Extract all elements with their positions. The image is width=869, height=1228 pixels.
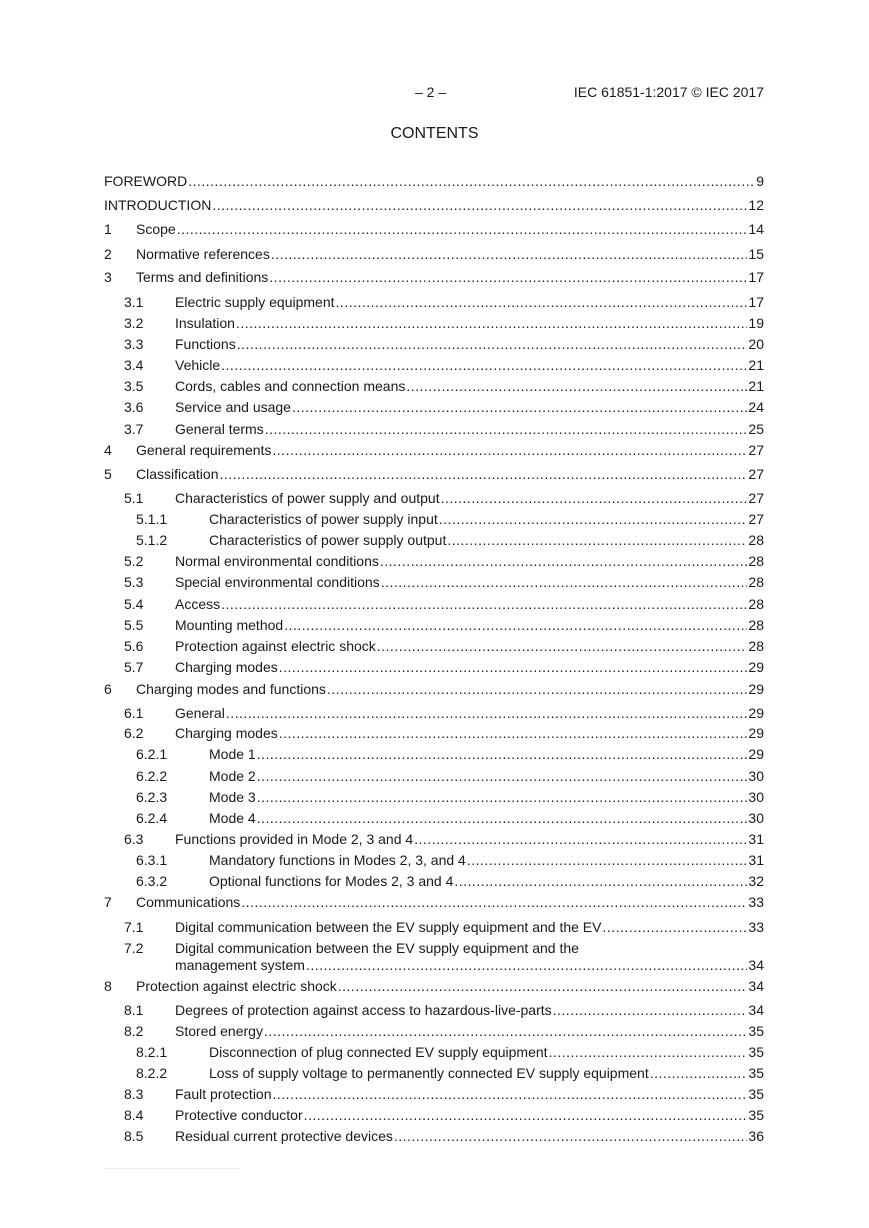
toc-page: 36 — [748, 1128, 764, 1144]
toc-label: Service and usage — [175, 399, 291, 415]
toc-entry-8-2[interactable] — [124, 1023, 764, 1040]
leader-dots — [327, 681, 748, 698]
toc-label: Degrees of protection against access to hazardous-live-parts — [175, 1002, 552, 1018]
toc-entry-5-7[interactable] — [124, 659, 764, 676]
toc-label: Insulation — [175, 315, 235, 331]
leader-dots — [257, 810, 748, 827]
toc-page: 28 — [748, 532, 764, 548]
toc-label: Functions — [175, 336, 236, 352]
toc-entry-3-4[interactable] — [124, 357, 764, 374]
toc-entry-5-6[interactable] — [124, 638, 764, 655]
toc-number: 6.1 — [124, 705, 144, 721]
leader-dots — [237, 336, 748, 353]
toc-page: 31 — [748, 852, 764, 868]
toc-label: Vehicle — [175, 357, 221, 373]
toc-label-continued: management system — [175, 957, 305, 973]
toc-label: FOREWORD — [104, 173, 188, 189]
toc-entry-8-4[interactable] — [124, 1107, 764, 1124]
toc-page: 27 — [748, 466, 764, 482]
toc-label: Special environmental conditions — [175, 574, 380, 590]
toc-number: 7.1 — [124, 919, 144, 935]
leader-dots — [221, 596, 747, 613]
leader-dots — [269, 269, 747, 286]
leader-dots — [284, 617, 747, 634]
toc-entry-6-3-1[interactable] — [136, 852, 764, 869]
toc-page: 30 — [748, 789, 764, 805]
toc-entry-6-2-4[interactable] — [136, 810, 764, 827]
toc-entry-foreword[interactable] — [104, 173, 764, 190]
leader-dots — [602, 919, 747, 936]
leader-dots — [447, 532, 747, 549]
toc-label: Functions provided in Mode 2, 3 and 4 — [175, 831, 414, 847]
leader-dots — [553, 1002, 748, 1019]
toc-page: 29 — [748, 746, 764, 762]
toc-page: 34 — [748, 978, 764, 994]
toc-number: 6 — [104, 681, 112, 697]
toc-page: 30 — [748, 810, 764, 826]
toc-number: 8.2.2 — [136, 1065, 168, 1081]
toc-page: 27 — [748, 511, 764, 527]
toc-page: 15 — [748, 246, 764, 262]
toc-entry-3-1[interactable] — [124, 294, 764, 311]
toc-page: 24 — [748, 399, 764, 415]
toc-page: 33 — [748, 919, 764, 935]
toc-label: Protective conductor — [175, 1107, 303, 1123]
toc-number: 5.1.2 — [136, 532, 168, 548]
leader-dots — [257, 789, 748, 806]
toc-number: 2 — [104, 246, 112, 262]
leader-dots — [650, 1065, 748, 1082]
toc-label: INTRODUCTION — [104, 197, 212, 213]
toc-label: Normal environmental conditions — [175, 553, 379, 569]
toc-number: 6.2.1 — [136, 746, 168, 762]
leader-dots — [380, 553, 748, 570]
toc-page: 28 — [748, 596, 764, 612]
leader-dots — [338, 978, 748, 995]
page-number: – 2 – — [415, 84, 447, 100]
toc-number: 8.3 — [124, 1086, 144, 1102]
toc-label: Mandatory functions in Modes 2, 3, and 4 — [209, 852, 466, 868]
toc-label: Access — [175, 596, 221, 612]
toc-entry-5-5[interactable] — [124, 617, 764, 634]
toc-number: 3.1 — [124, 294, 144, 310]
toc-entry-8-2-2[interactable] — [136, 1065, 764, 1082]
leader-dots — [265, 421, 748, 438]
leader-dots — [306, 957, 747, 974]
toc-label: Digital communication between the EV supply equipment and the EV — [175, 919, 602, 935]
toc-page: 35 — [748, 1023, 764, 1039]
toc-entry-6-2-3[interactable] — [136, 789, 764, 806]
toc-entry-6-1[interactable] — [124, 705, 764, 722]
leader-dots — [454, 873, 747, 890]
toc-page: 14 — [748, 221, 764, 237]
toc-page: 19 — [748, 315, 764, 331]
leader-dots — [279, 659, 748, 676]
toc-entry-5[interactable] — [104, 466, 764, 483]
toc-label: Charging modes — [175, 659, 278, 675]
leader-dots — [212, 197, 747, 214]
toc-number: 8.2 — [124, 1023, 144, 1039]
toc-label: Charging modes — [175, 725, 278, 741]
toc-label: Protection against electric shock — [136, 978, 337, 994]
leader-dots — [336, 294, 748, 311]
toc-page: 12 — [748, 197, 764, 213]
leader-dots — [406, 378, 747, 395]
toc-number: 7.2 — [124, 940, 144, 956]
toc-entry-3-3[interactable] — [124, 336, 764, 353]
toc-number: 5.1 — [124, 490, 144, 506]
leader-dots — [257, 746, 748, 763]
toc-number: 3.5 — [124, 378, 144, 394]
toc-number: 6.2.2 — [136, 768, 168, 784]
toc-label: Residual current protective devices — [175, 1128, 393, 1144]
toc-number: 3.2 — [124, 315, 144, 331]
toc-label: Protection against electric shock — [175, 638, 376, 654]
leader-dots — [226, 705, 748, 722]
toc-label: Characteristics of power supply input — [209, 511, 438, 527]
leader-dots — [271, 246, 748, 263]
toc-label: Communications — [136, 894, 241, 910]
toc-number: 7 — [104, 894, 112, 910]
toc-page: 33 — [748, 894, 764, 910]
toc-entry-6-3[interactable] — [124, 831, 764, 848]
toc-label: General — [175, 705, 225, 721]
leader-dots — [188, 173, 755, 190]
toc-number: 5.7 — [124, 659, 144, 675]
toc-entry-6-2[interactable] — [124, 725, 764, 742]
toc-entry-7-1[interactable] — [124, 919, 764, 936]
toc-number: 3.7 — [124, 421, 144, 437]
toc-number: 8.4 — [124, 1107, 144, 1123]
toc-page: 30 — [748, 768, 764, 784]
standard-reference: IEC 61851-1:2017 © IEC 2017 — [573, 84, 764, 100]
toc-label: Mode 2 — [209, 768, 256, 784]
toc-entry-7[interactable] — [104, 894, 764, 911]
leader-dots — [272, 442, 747, 459]
toc-page: 35 — [748, 1065, 764, 1081]
leader-dots — [221, 357, 747, 374]
toc-label: Stored energy — [175, 1023, 263, 1039]
leader-dots — [414, 831, 747, 848]
leader-dots — [304, 1107, 748, 1124]
toc-entry-3-7[interactable] — [124, 421, 764, 438]
toc-label: Cords, cables and connection means — [175, 378, 406, 394]
toc-entry-5-1-1[interactable] — [136, 511, 764, 528]
toc-page: 35 — [748, 1044, 764, 1060]
toc-label: Mode 1 — [209, 746, 256, 762]
toc-page: 17 — [748, 294, 764, 310]
toc-number: 5.6 — [124, 638, 144, 654]
toc-number: 3.4 — [124, 357, 144, 373]
toc-number: 6.3.2 — [136, 873, 168, 889]
toc-entry-5-1[interactable] — [124, 490, 764, 507]
toc-entry-2[interactable] — [104, 246, 764, 263]
toc-page: 20 — [748, 336, 764, 352]
leader-dots — [257, 768, 748, 785]
toc-entry-8[interactable] — [104, 978, 764, 995]
toc-page: 34 — [748, 1002, 764, 1018]
toc-number: 5.4 — [124, 596, 144, 612]
toc-entry-3-6[interactable] — [124, 399, 764, 416]
toc-entry-6-3-2[interactable] — [136, 873, 764, 890]
toc-page: 35 — [748, 1107, 764, 1123]
toc-number: 4 — [104, 442, 112, 458]
toc-page: 17 — [748, 269, 764, 285]
toc-number: 5.3 — [124, 574, 144, 590]
toc-page: 28 — [748, 617, 764, 633]
toc-number: 5.5 — [124, 617, 144, 633]
toc-entry-5-1-2[interactable] — [136, 532, 764, 549]
toc-entry-6-2-2[interactable] — [136, 768, 764, 785]
toc-entry-6-2-1[interactable] — [136, 746, 764, 763]
toc-label: Characteristics of power supply output — [209, 532, 447, 548]
leader-dots — [241, 894, 747, 911]
leader-dots — [394, 1128, 748, 1145]
leader-dots — [377, 638, 748, 655]
toc-number: 5.2 — [124, 553, 144, 569]
toc-label: Digital communication between the EV supply equipment and the — [175, 940, 579, 956]
toc-page: 29 — [748, 725, 764, 741]
toc-page: 28 — [748, 574, 764, 590]
toc-label: Optional functions for Modes 2, 3 and 4 — [209, 873, 454, 889]
toc-entry-5-4[interactable] — [124, 596, 764, 613]
toc-page: 21 — [748, 357, 764, 373]
toc-page: 21 — [748, 378, 764, 394]
toc-entry-3-5[interactable] — [124, 378, 764, 395]
toc-entry-8-2-1[interactable] — [136, 1044, 764, 1061]
toc-label: Scope — [136, 221, 176, 237]
toc-label: Terms and definitions — [136, 269, 269, 285]
leader-dots — [177, 221, 748, 238]
toc-number: 5.1.1 — [136, 511, 168, 527]
toc-entry-7-2[interactable] — [124, 940, 764, 974]
toc-number: 5 — [104, 466, 112, 482]
toc-page: 31 — [748, 831, 764, 847]
toc-entry-3-2[interactable] — [124, 315, 764, 332]
toc-page: 32 — [748, 873, 764, 889]
leader-dots — [219, 466, 747, 483]
leader-dots — [236, 315, 747, 332]
toc-page: 35 — [748, 1086, 764, 1102]
toc-number: 1 — [104, 221, 112, 237]
toc-label: Mounting method — [175, 617, 284, 633]
leader-dots — [441, 490, 748, 507]
leader-dots — [549, 1044, 748, 1061]
toc-entry-8-5[interactable] — [124, 1128, 764, 1145]
toc-page: 29 — [748, 681, 764, 697]
toc-number: 8.1 — [124, 1002, 144, 1018]
page-title: CONTENTS — [390, 125, 479, 142]
toc-number: 6.3 — [124, 831, 144, 847]
toc-page: 27 — [748, 490, 764, 506]
toc-entry-1[interactable] — [104, 221, 764, 238]
toc-page: 28 — [748, 553, 764, 569]
toc-label: Mode 4 — [209, 810, 256, 826]
leader-dots — [264, 1023, 747, 1040]
toc-number: 8.2.1 — [136, 1044, 168, 1060]
toc-number: 6.3.1 — [136, 852, 168, 868]
footer-watermark — [104, 1168, 239, 1172]
toc-label: General terms — [175, 421, 264, 437]
leader-dots — [279, 725, 748, 742]
toc-number: 3.3 — [124, 336, 144, 352]
leader-dots — [439, 511, 748, 528]
toc-label: Fault protection — [175, 1086, 272, 1102]
leader-dots — [467, 852, 748, 869]
leader-dots — [381, 574, 748, 591]
toc-page: 27 — [748, 442, 764, 458]
toc-page: 29 — [748, 659, 764, 675]
toc-entry-4[interactable] — [104, 442, 764, 459]
toc-number: 8 — [104, 978, 112, 994]
toc-page: 34 — [748, 957, 764, 973]
toc-number: 6.2.3 — [136, 789, 168, 805]
toc-page: 28 — [748, 638, 764, 654]
toc-number: 3.6 — [124, 399, 144, 415]
toc-entry-5-2[interactable] — [124, 553, 764, 570]
toc-label: Loss of supply voltage to permanently connected EV supply equipment — [209, 1065, 649, 1081]
toc-number: 8.5 — [124, 1128, 144, 1144]
toc-page: 25 — [748, 421, 764, 437]
toc-entry-8-3[interactable] — [124, 1086, 764, 1103]
toc-label: General requirements — [136, 442, 272, 458]
toc-entry-3[interactable] — [104, 269, 764, 286]
toc-entry-8-1[interactable] — [124, 1002, 764, 1019]
toc-label: Electric supply equipment — [175, 294, 335, 310]
toc-entry-6[interactable] — [104, 681, 764, 698]
toc-label: Normative references — [136, 246, 270, 262]
toc-label: Charging modes and functions — [136, 681, 326, 697]
toc-label: Mode 3 — [209, 789, 256, 805]
toc-number: 6.2 — [124, 725, 144, 741]
toc-entry-introduction[interactable] — [104, 197, 764, 214]
toc-number: 6.2.4 — [136, 810, 168, 826]
toc-label: Classification — [136, 466, 219, 482]
toc-page: 29 — [748, 705, 764, 721]
toc-label: Disconnection of plug connected EV supply equipment — [209, 1044, 548, 1060]
toc-label: Characteristics of power supply and output — [175, 490, 440, 506]
toc-number: 3 — [104, 269, 112, 285]
toc-entry-5-3[interactable] — [124, 574, 764, 591]
toc-page: 9 — [756, 173, 764, 189]
leader-dots — [292, 399, 747, 416]
leader-dots — [273, 1086, 748, 1103]
